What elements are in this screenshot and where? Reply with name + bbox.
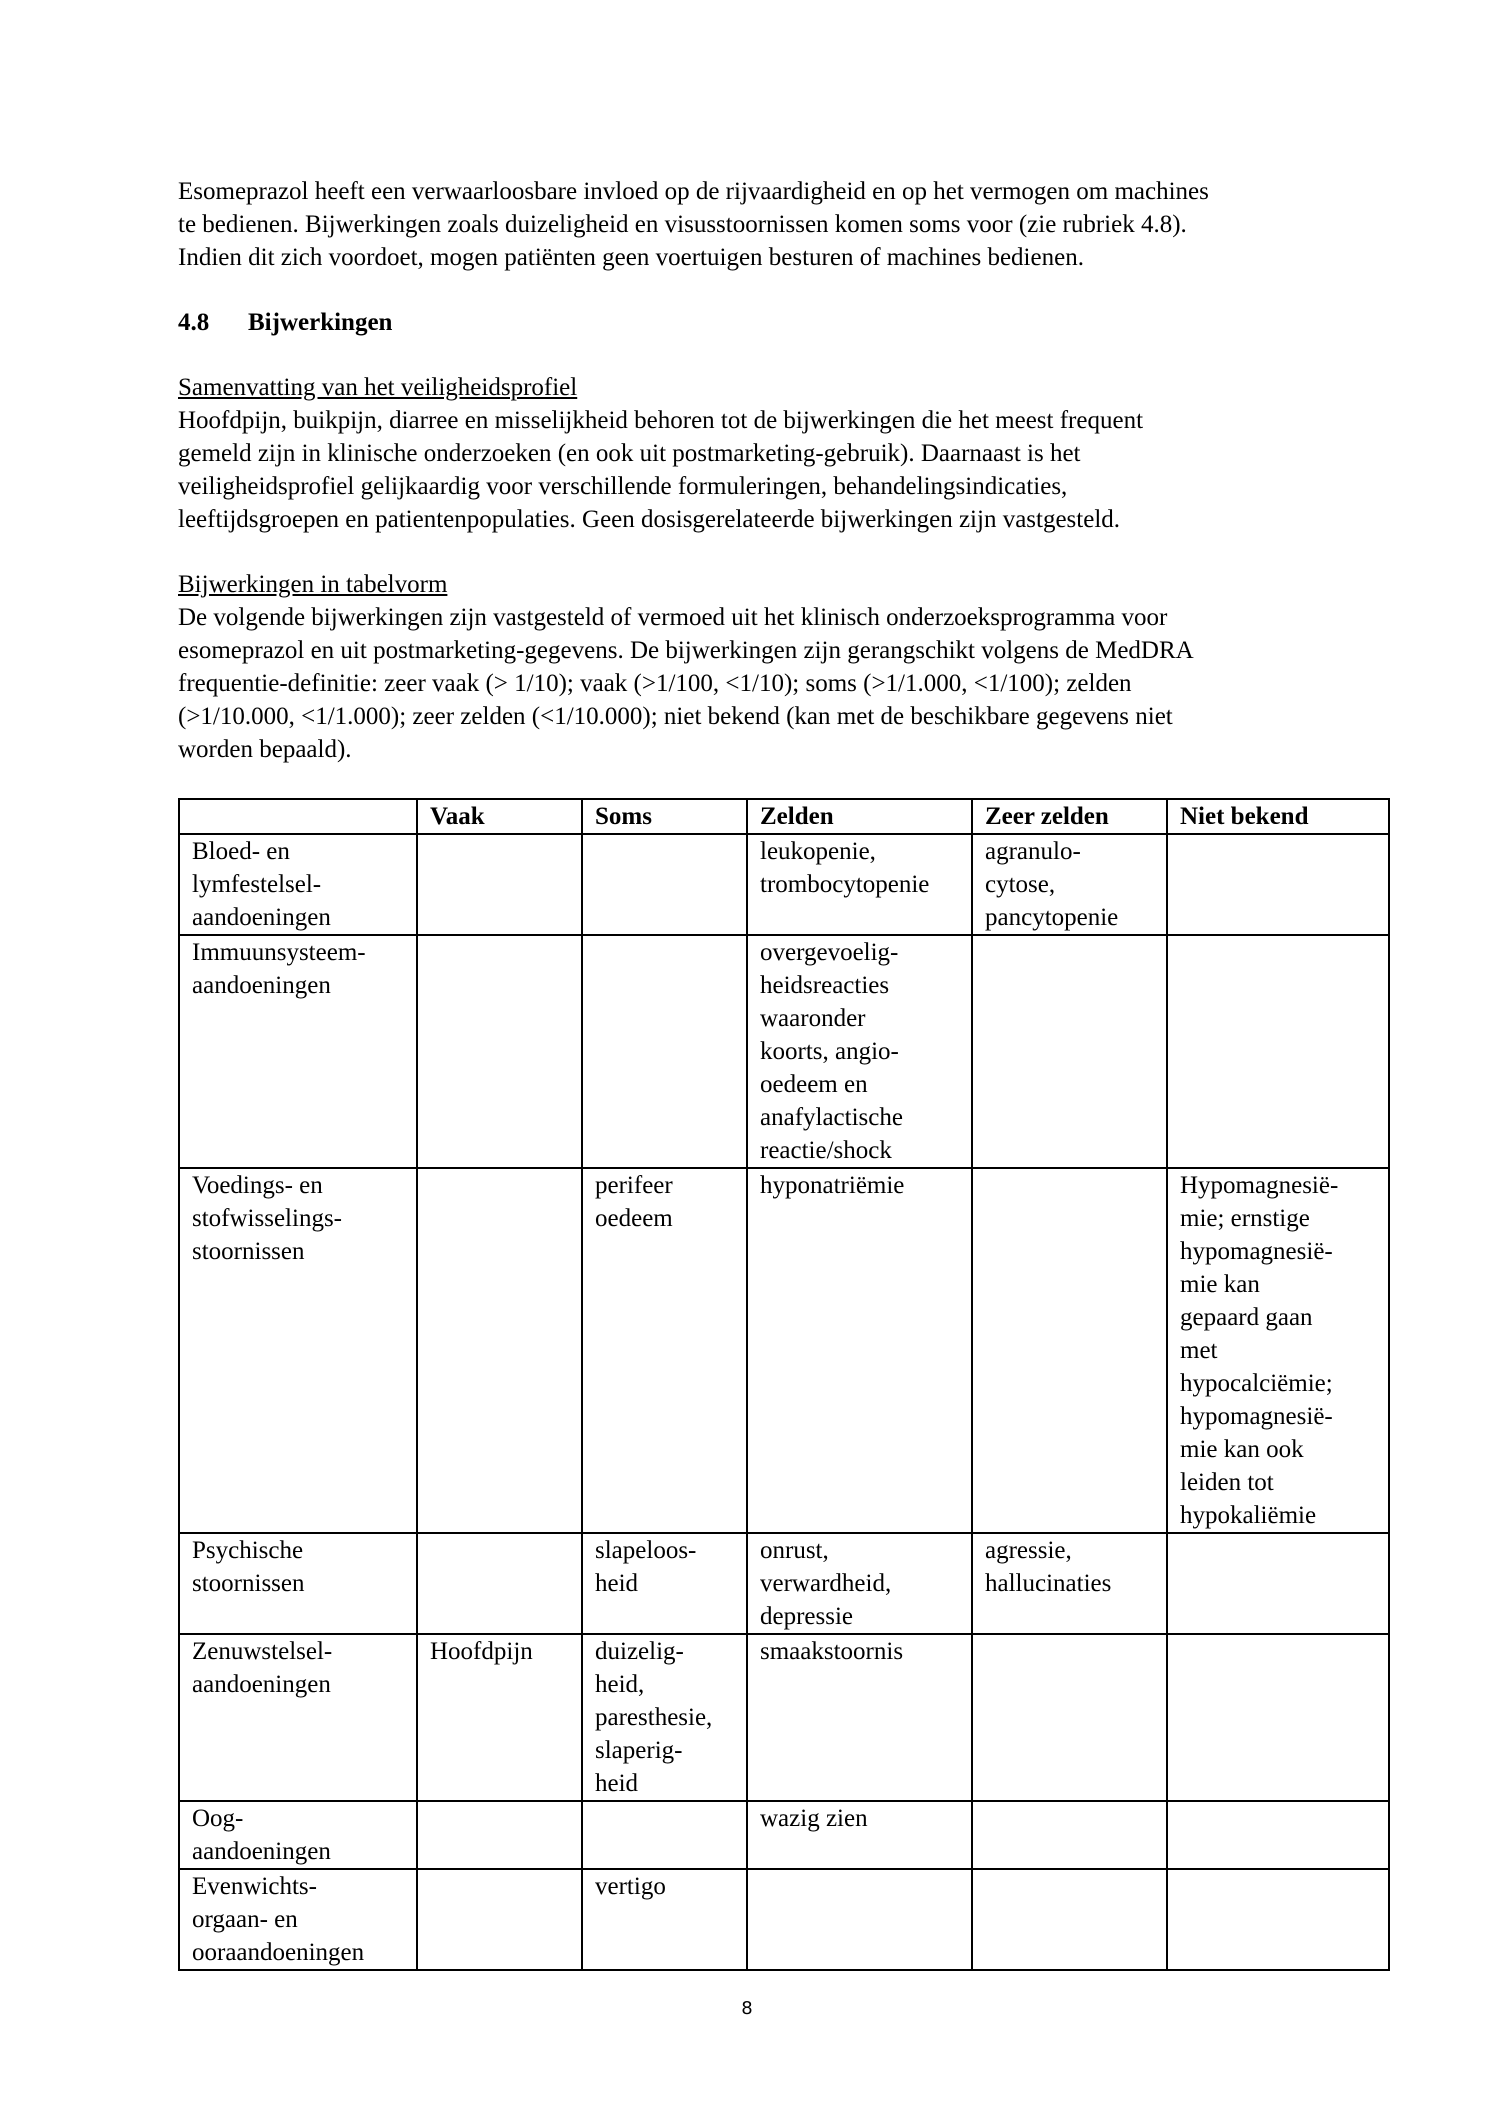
cell-vaak [417, 935, 582, 1168]
cell-line: hypokaliëmie [1180, 1502, 1317, 1529]
tabular-line: worden bepaald). [178, 736, 352, 763]
cell-line: Evenwichts- [192, 1873, 317, 1900]
table-row [179, 1168, 1389, 1533]
cell-vaak [417, 1533, 582, 1634]
cell-zeer-zelden [972, 1168, 1167, 1533]
cell-line: smaakstoornis [760, 1638, 904, 1665]
header-cell-soms: Soms [582, 799, 747, 834]
cell-line: verwardheid, [760, 1570, 892, 1597]
table-row [179, 834, 1389, 935]
header-cell-category [179, 799, 417, 834]
cell-line: hypocalciëmie; [1180, 1370, 1333, 1397]
table-header-row [179, 799, 1389, 834]
tabular-line: esomeprazol en uit postmarketing-gegevens. De bijwerkingen zijn gerangschikt volgens de MedDRA [178, 637, 1194, 664]
cell-line: oedeem en [760, 1071, 868, 1098]
summary-paragraph [178, 404, 1388, 536]
cell-line: ooraandoeningen [192, 1939, 365, 1966]
cell-line: paresthesie, [595, 1704, 713, 1731]
cell-line: lymfestelsel- [192, 871, 322, 898]
cell-line: Bloed- en [192, 838, 290, 865]
intro-line: Indien dit zich voordoet, mogen patiënten geen voertuigen besturen of machines bedienen. [178, 244, 1084, 271]
cell-soms [582, 1634, 747, 1801]
cell-category [179, 834, 417, 935]
cell-soms [582, 1869, 747, 1970]
cell-line: trombocytopenie [760, 871, 930, 898]
cell-line: cytose, [985, 871, 1056, 898]
cell-line: aandoeningen [192, 1671, 331, 1698]
table-row [179, 1869, 1389, 1970]
cell-zeer-zelden [972, 834, 1167, 935]
adverse-reactions-table [178, 798, 1390, 1971]
cell-line: Immuunsysteem- [192, 939, 366, 966]
cell-niet-bekend [1167, 834, 1389, 935]
section-heading [178, 306, 1388, 339]
cell-soms [582, 935, 747, 1168]
cell-soms [582, 1533, 747, 1634]
summary-heading: Samenvatting van het veiligheidsprofiel [178, 374, 578, 401]
cell-category [179, 935, 417, 1168]
cell-zelden [747, 1168, 972, 1533]
summary-line: gemeld zijn in klinische onderzoeken (en ook uit postmarketing-gebruik). Daarnaast is het [178, 440, 1081, 467]
table-row [179, 1801, 1389, 1869]
cell-line: leiden tot [1180, 1469, 1274, 1496]
tabular-line: De volgende bijwerkingen zijn vastgesteld of vermoed uit het klinisch onderzoeksprogramma voor [178, 604, 1168, 631]
header-cell-vaak: Vaak [417, 799, 582, 834]
cell-line: aandoeningen [192, 904, 331, 931]
table-row [179, 1634, 1389, 1801]
cell-line: mie; ernstige [1180, 1205, 1310, 1232]
cell-zeer-zelden [972, 1869, 1167, 1970]
cell-niet-bekend [1167, 1533, 1389, 1634]
cell-category [179, 1533, 417, 1634]
cell-line: Voedings- en [192, 1172, 323, 1199]
cell-category [179, 1869, 417, 1970]
table-row [179, 935, 1389, 1168]
cell-line: stofwisselings- [192, 1205, 342, 1232]
cell-vaak [417, 834, 582, 935]
cell-line: orgaan- en [192, 1906, 298, 1933]
cell-soms [582, 1168, 747, 1533]
cell-soms [582, 834, 747, 935]
summary-line: Hoofdpijn, buikpijn, diarree en misselijkheid behoren tot de bijwerkingen die het meest frequent [178, 407, 1144, 434]
cell-category [179, 1168, 417, 1533]
cell-zelden [747, 1801, 972, 1869]
cell-line: oedeem [595, 1205, 673, 1232]
cell-line: wazig zien [760, 1805, 868, 1832]
header-cell-niet-bekend: Niet bekend [1167, 799, 1389, 834]
tabular-paragraph [178, 601, 1388, 766]
cell-zeer-zelden [972, 935, 1167, 1168]
cell-vaak [417, 1801, 582, 1869]
cell-zeer-zelden [972, 1634, 1167, 1801]
cell-line: koorts, angio- [760, 1038, 899, 1065]
cell-zeer-zelden [972, 1801, 1167, 1869]
cell-line: stoornissen [192, 1238, 305, 1265]
page-number: 8 [741, 1998, 753, 2019]
document-page [178, 175, 1388, 1971]
cell-niet-bekend [1167, 1634, 1389, 1801]
header-cell-zeer-zelden: Zeer zelden [972, 799, 1167, 834]
cell-line: met [1180, 1337, 1218, 1364]
cell-zelden [747, 834, 972, 935]
cell-line: Hypomagnesië- [1180, 1172, 1339, 1199]
cell-line: Zenuwstelsel- [192, 1638, 333, 1665]
intro-paragraph [178, 175, 1388, 274]
cell-category [179, 1801, 417, 1869]
cell-niet-bekend [1167, 1869, 1389, 1970]
cell-line: vertigo [595, 1873, 666, 1900]
cell-line: duizelig- [595, 1638, 684, 1665]
cell-vaak [417, 1168, 582, 1533]
cell-line: reactie/shock [760, 1137, 892, 1164]
cell-line: waaronder [760, 1005, 866, 1032]
cell-zelden [747, 935, 972, 1168]
cell-zelden [747, 1634, 972, 1801]
cell-soms [582, 1801, 747, 1869]
cell-line: Hoofdpijn [430, 1638, 533, 1665]
cell-line: depressie [760, 1603, 854, 1630]
cell-line: agressie, [985, 1537, 1072, 1564]
cell-line: perifeer [595, 1172, 673, 1199]
cell-zeer-zelden [972, 1533, 1167, 1634]
cell-line: onrust, [760, 1537, 829, 1564]
cell-category [179, 1634, 417, 1801]
cell-zelden [747, 1533, 972, 1634]
cell-line: heid [595, 1770, 639, 1797]
cell-line: hallucinaties [985, 1570, 1112, 1597]
section-number: 4.8 [178, 309, 210, 336]
tabular-line: frequentie-definitie: zeer vaak (> 1/10); vaak (>1/100, <1/10); soms (>1/1.000, <1/100); zelden [178, 670, 1132, 697]
cell-line: overgevoelig- [760, 939, 899, 966]
cell-niet-bekend [1167, 1168, 1389, 1533]
cell-line: stoornissen [192, 1570, 305, 1597]
cell-vaak [417, 1869, 582, 1970]
table-body [179, 834, 1389, 1970]
cell-line: mie kan ook [1180, 1436, 1304, 1463]
cell-niet-bekend [1167, 935, 1389, 1168]
cell-line: Oog- [192, 1805, 244, 1832]
summary-line: leeftijdsgroepen en patientenpopulaties. Geen dosisgerelateerde bijwerkingen zijn vastgesteld. [178, 506, 1121, 533]
section-title: Bijwerkingen [248, 309, 393, 336]
cell-line: heidsreacties [760, 972, 890, 999]
cell-line: aandoeningen [192, 1838, 331, 1865]
table-row [179, 1533, 1389, 1634]
cell-line: pancytopenie [985, 904, 1119, 931]
cell-line: hypomagnesië- [1180, 1238, 1333, 1265]
cell-zelden [747, 1869, 972, 1970]
cell-line: anafylactische [760, 1104, 903, 1131]
cell-line: heid [595, 1570, 639, 1597]
cell-line: slaperig- [595, 1737, 683, 1764]
cell-vaak [417, 1634, 582, 1801]
cell-line: hyponatriëmie [760, 1172, 905, 1199]
cell-line: slapeloos- [595, 1537, 697, 1564]
summary-line: veiligheidsprofiel gelijkaardig voor verschillende formuleringen, behandelingsindicaties, [178, 473, 1068, 500]
tabular-heading: Bijwerkingen in tabelvorm [178, 571, 448, 598]
cell-line: gepaard gaan [1180, 1304, 1313, 1331]
cell-line: agranulo- [985, 838, 1081, 865]
cell-line: Psychische [192, 1537, 304, 1564]
cell-line: mie kan [1180, 1271, 1260, 1298]
tabular-line: (>1/10.000, <1/1.000); zeer zelden (<1/10.000); niet bekend (kan met de beschikbare gegevens niet [178, 703, 1173, 730]
cell-line: hypomagnesië- [1180, 1403, 1333, 1430]
header-cell-zelden: Zelden [747, 799, 972, 834]
intro-line: te bedienen. Bijwerkingen zoals duizeligheid en visusstoornissen komen soms voor (zie rubriek 4.8). [178, 211, 1187, 238]
cell-niet-bekend [1167, 1801, 1389, 1869]
cell-line: heid, [595, 1671, 645, 1698]
cell-line: leukopenie, [760, 838, 876, 865]
cell-line: aandoeningen [192, 972, 331, 999]
intro-line: Esomeprazol heeft een verwaarloosbare invloed op de rijvaardigheid en op het vermogen om machines [178, 178, 1209, 205]
